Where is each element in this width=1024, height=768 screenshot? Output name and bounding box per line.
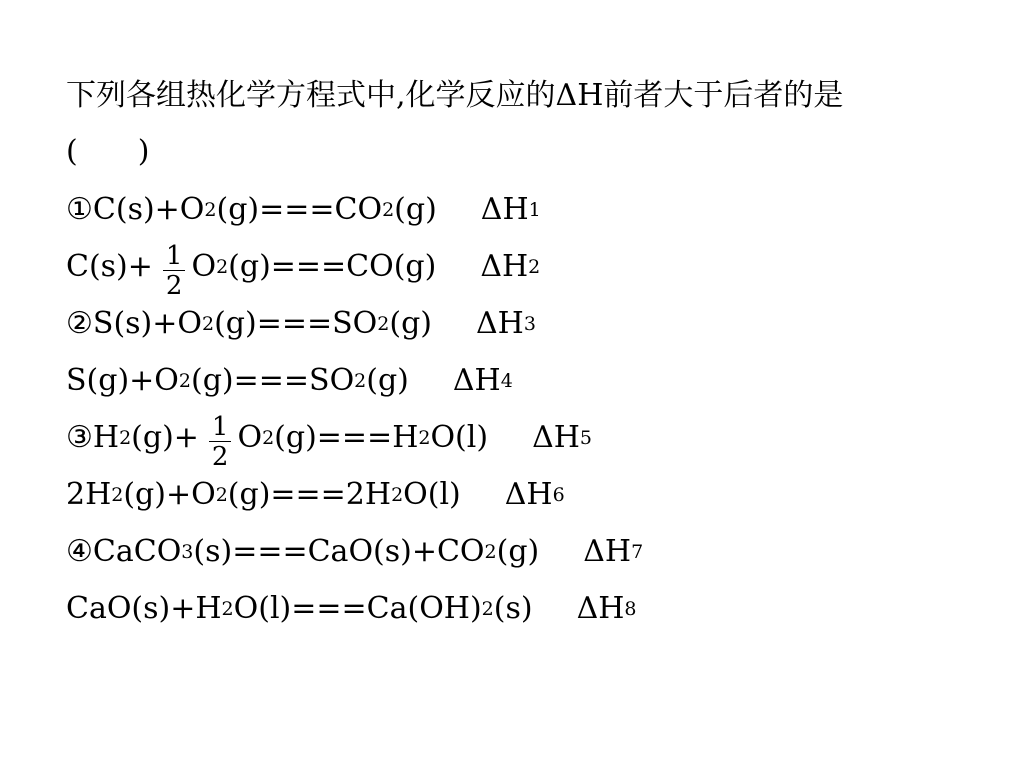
formula-text: S(s)+O <box>92 306 202 341</box>
formula-text: (g) <box>496 534 540 569</box>
group-marker: ① <box>66 192 93 227</box>
enthalpy-symbol: ΔH <box>452 363 501 398</box>
enthalpy-symbol: ΔH <box>576 591 625 626</box>
fraction-numerator: 1 <box>163 242 186 271</box>
formula-text: CaO(s)+H <box>66 591 222 626</box>
fraction-denominator: 2 <box>211 441 229 472</box>
group-marker: ③ <box>66 420 93 455</box>
formula-text: (g)===SO <box>191 363 355 398</box>
formula-text: (s) <box>493 591 533 626</box>
enthalpy-symbol: ΔH <box>583 534 632 569</box>
formula-text: (g) <box>366 363 409 398</box>
question-stem <box>66 68 843 124</box>
enthalpy-symbol: ΔH <box>475 306 524 341</box>
formula-text: CaCO <box>92 534 182 569</box>
fraction <box>209 413 232 472</box>
formula-text: C(s)+O <box>92 192 205 227</box>
formula-text: (g)+ <box>131 420 199 455</box>
formula-text: (g)===CO <box>216 192 383 227</box>
enthalpy-symbol: ΔH <box>480 249 529 284</box>
equation-line: ② S(s)+O 2 (g)===SO 2 (g) ΔH 3 <box>66 296 536 352</box>
group-marker: ④ <box>66 534 93 569</box>
formula-text: (g) <box>394 192 437 227</box>
enthalpy-symbol: ΔH <box>532 420 580 455</box>
enthalpy-symbol: ΔH <box>480 192 529 227</box>
equation-line: S(g)+O 2 (g)===SO 2 (g) ΔH 4 <box>66 353 513 409</box>
formula-text: (g) <box>389 306 432 341</box>
formula-text: C(s)+ <box>66 249 153 284</box>
equation-line: ④ CaCO 3 (s)===CaO(s)+CO 2 (g) ΔH 7 <box>66 524 643 580</box>
formula-text: O(l)===Ca(OH) <box>233 591 482 626</box>
fraction <box>163 242 186 301</box>
equation-line: CaO(s)+H 2 O(l)===Ca(OH) 2 (s) ΔH 8 <box>66 581 636 637</box>
equation-line: 2H 2 (g)+O 2 (g)===2H 2 O(l) ΔH 6 <box>66 467 565 523</box>
group-marker: ② <box>66 306 93 341</box>
formula-text: (g)+O <box>123 477 216 512</box>
formula-text: 2H <box>66 477 112 512</box>
question-stem-text: 下列各组热化学方程式中,化学反应的ΔH前者大于后者的是 <box>66 78 844 113</box>
equation-line: C(s)+ $\frac{1}{2}$ O 2 (g)===CO(g) ΔH 2 <box>66 240 541 301</box>
formula-text: O(l) <box>430 420 489 455</box>
enthalpy-symbol: ΔH <box>504 477 553 512</box>
formula-text: (g)===2H <box>227 477 392 512</box>
formula-text: (g)===H <box>274 420 419 455</box>
formula-text: S(g)+O <box>66 363 179 398</box>
formula-text: H <box>92 420 120 455</box>
formula-text: (s)===CaO(s)+CO <box>193 534 485 569</box>
formula-text: O(l) <box>403 477 461 512</box>
fraction-denominator: 2 <box>165 270 183 301</box>
fraction-numerator: 1 <box>209 413 232 442</box>
formula-text: O <box>191 249 217 284</box>
formula-text: O <box>237 420 263 455</box>
equation-line: ① C(s)+O 2 (g)===CO 2 (g) ΔH 1 <box>66 182 541 238</box>
answer-blank <box>66 124 149 180</box>
formula-text: (g)===CO(g) <box>228 249 437 284</box>
answer-blank-text: ( ) <box>66 134 150 169</box>
formula-text: (g)===SO <box>214 306 378 341</box>
equation-line: ③ H 2 (g)+ $\frac{1}{2}$ O 2 (g)===H 2 O(l) ΔH 5 <box>66 411 592 472</box>
